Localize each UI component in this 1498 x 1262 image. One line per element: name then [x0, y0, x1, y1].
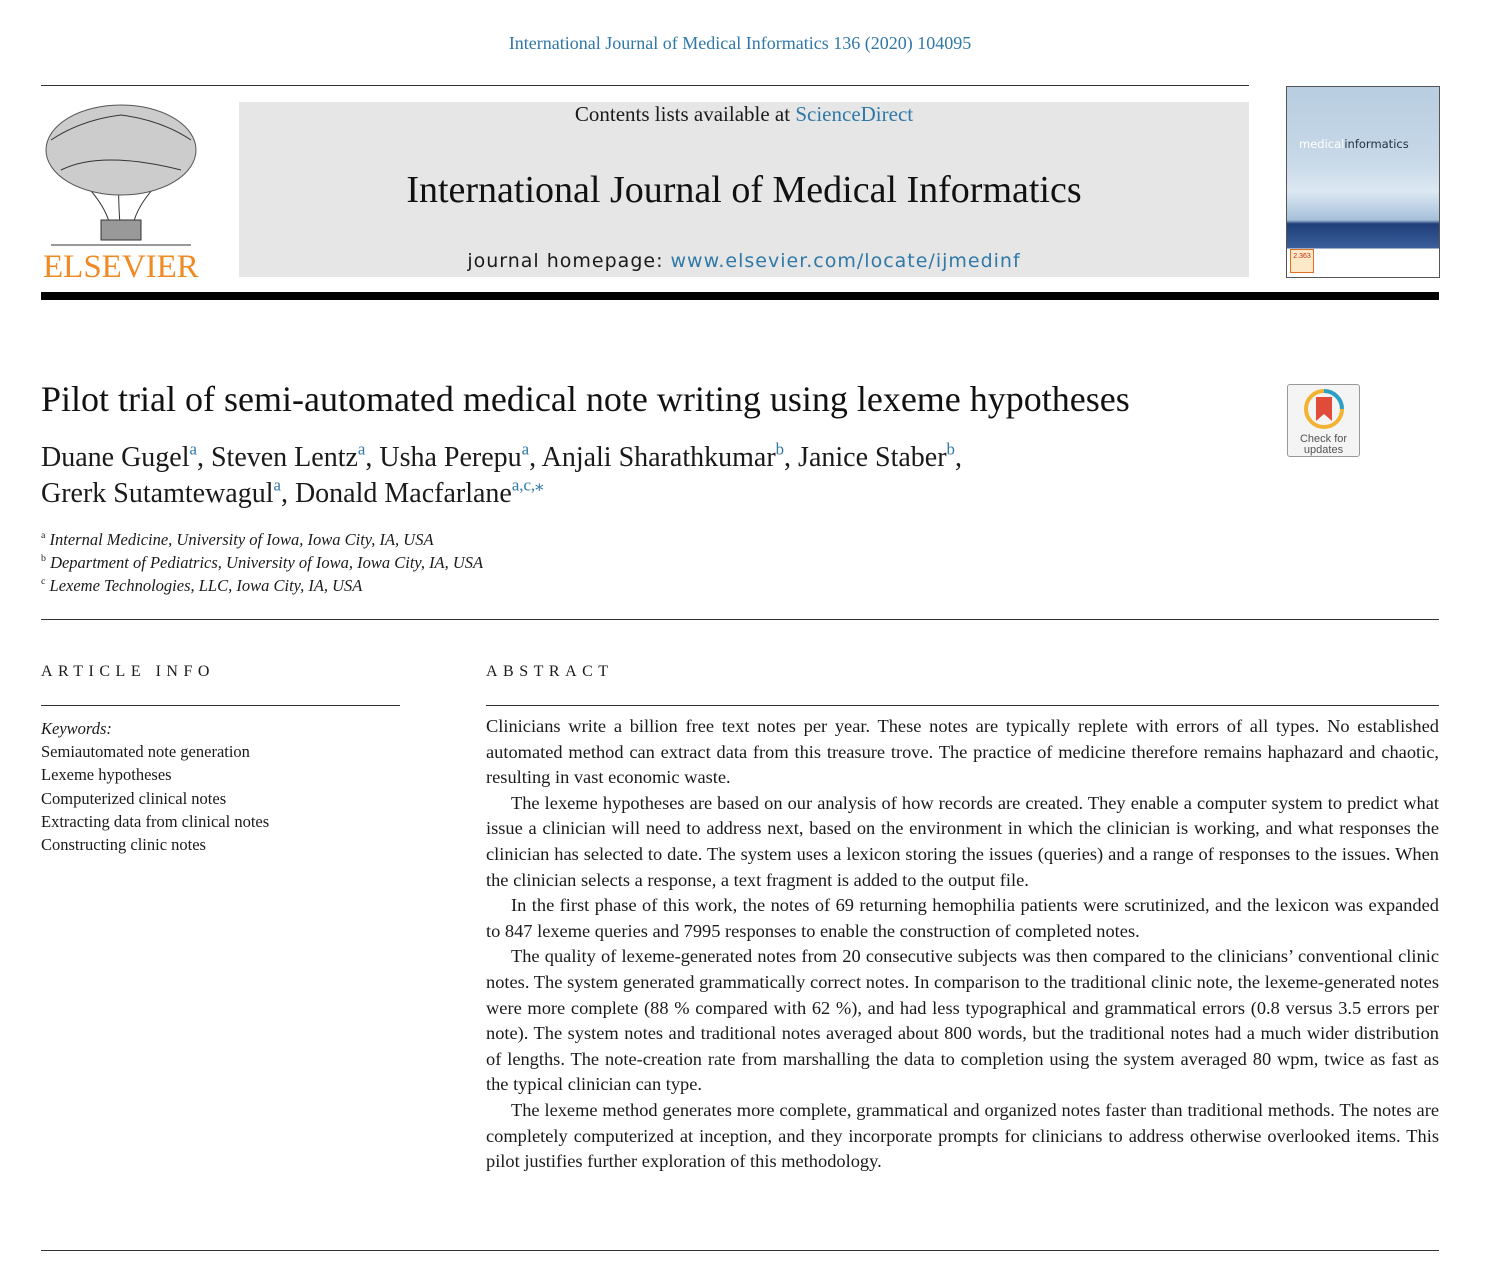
abstract-paragraph: In the first phase of this work, the notes of 69 returning hemophilia patients were scrutinized, and the lexicon was expanded to 847 lexeme queries and 7995 responses to enable the construction of completed notes. [486, 895, 1439, 941]
bottom-divider [41, 1250, 1439, 1251]
article-info-rule [41, 705, 400, 706]
author[interactable]: Donald Macfarlane$^{a,c,⁎}$ [294, 475, 544, 509]
abstract-heading: ABSTRACT [486, 663, 614, 680]
section-divider [41, 619, 1439, 620]
abstract-paragraph: The lexeme method generates more complete, grammatical and organized notes faster than traditional methods. The notes are completely computerized at inception, and they incorporate prompts for clinicians to address otherwise overlooked items. This pilot justifies further exploration of this methodology. [486, 1099, 1439, 1172]
author[interactable]: Duane Gugel$^a$ [41, 439, 197, 473]
check-updates-line2: updates [1303, 444, 1344, 456]
abstract-paragraph: The quality of lexeme-generated notes from 20 consecutive subjects was then compared to the clinicians’ conventional clinic notes. The system generated grammatically correct notes. In comparison to the traditional clinic note, the lexeme-generated notes were more complete (88 % compared with 62 %), and had less typographical and grammatical errors (0.8 versus 3.5 errors per note). The system notes and traditional notes averaged about 800 words, but the traditional notes had a much wider distribution of lengths. The note-creation rate from marshalling the data to completion using the system averaged 80 wpm, twice as fast as the typical clinician can type. [486, 946, 1439, 1095]
affiliation: $^a$ Internal Medicine, University of Iowa, Iowa City, IA, USA [41, 530, 434, 549]
contents-line [239, 102, 1249, 127]
homepage-line [239, 250, 1249, 272]
keywords-label: Keywords: [41, 719, 112, 738]
author[interactable]: Steven Lentz$^a$ [210, 439, 366, 473]
abstract-paragraph: The lexeme hypotheses are based on our analysis of how records are created. They enable a computer system to predict what issue a clinician will need to address next, based on the environment in which the clinician is working, and what responses the clinician has selected to date. The system uses a lexicon storing the issues (queries) and a range of responses to the issues. When the clinician selects a response, a text fragment is added to the output file. [486, 792, 1439, 890]
keyword: Extracting data from clinical notes [41, 811, 270, 831]
svg-text:ELSEVIER: ELSEVIER [43, 249, 199, 280]
elsevier-logo [41, 100, 201, 280]
abstract-paragraph: Clinicians write a billion free text notes per year. These notes are typically replete with errors of all types. No established automated method can extract data from this treasure trove. The practice of medicine therefore remains haphazard and chaotic, resulting in vast economic waste. [486, 716, 1439, 788]
bookmark-icon [1303, 387, 1345, 431]
affiliations [41, 528, 483, 597]
keyword: Computerized clinical notes [41, 788, 227, 808]
author[interactable]: Usha Perepu$^a$ [379, 439, 530, 473]
keywords-list [41, 717, 269, 856]
keyword: Constructing clinic notes [41, 835, 206, 855]
keyword: Lexeme hypotheses [41, 765, 172, 785]
affiliation: $^b$ Department of Pediatrics, University of Iowa, Iowa City, IA, USA [41, 553, 484, 572]
abstract-body [486, 714, 1439, 1175]
header-divider [41, 292, 1439, 300]
journal-banner [239, 102, 1249, 277]
check-for-updates-button[interactable] [1287, 384, 1360, 457]
homepage-prefix: journal homepage: [467, 250, 671, 272]
cover-title-bold: informatics [1344, 137, 1409, 151]
affiliation: $^c$ Lexeme Technologies, LLC, Iowa City, IA, USA [41, 576, 363, 595]
contents-prefix: Contents lists available at [574, 102, 796, 126]
header-rule [41, 85, 1249, 86]
author[interactable]: Grerk Sutamtewagul$^a$ [41, 475, 281, 509]
cover-title-small: medical [1299, 137, 1345, 151]
abstract-rule [486, 705, 1439, 706]
homepage-link[interactable]: www.elsevier.com/locate/ijmedinf [670, 250, 1021, 272]
article-title: Pilot trial of semi-automated medical note writing using lexeme hypotheses [41, 379, 1130, 419]
author-list: Duane Gugel$^a$, Steven Lentz$^a$, Usha Perepu$^a$, Anjali Sharathkumar$^b$, Janice Staber$^b$, Grerk Sutamtewagul$^a$, Donald Macfarlane$^{a,c,⁎}$ [41, 439, 962, 509]
impact-factor-badge: 2.363 [1290, 249, 1314, 273]
citation-link[interactable]: International Journal of Medical Informatics 136 (2020) 104095 [508, 33, 972, 53]
check-updates-line1: Check for [1299, 433, 1348, 445]
author[interactable]: Anjali Sharathkumar$^b$ [541, 439, 785, 473]
article-info-heading: ARTICLE INFO [41, 663, 215, 680]
journal-cover-image[interactable] [1286, 86, 1440, 278]
sciencedirect-link[interactable]: ScienceDirect [795, 102, 914, 126]
journal-title: International Journal of Medical Informatics [406, 169, 1082, 211]
keyword: Semiautomated note generation [41, 742, 250, 762]
author[interactable]: Janice Staber$^b$ [798, 439, 955, 473]
